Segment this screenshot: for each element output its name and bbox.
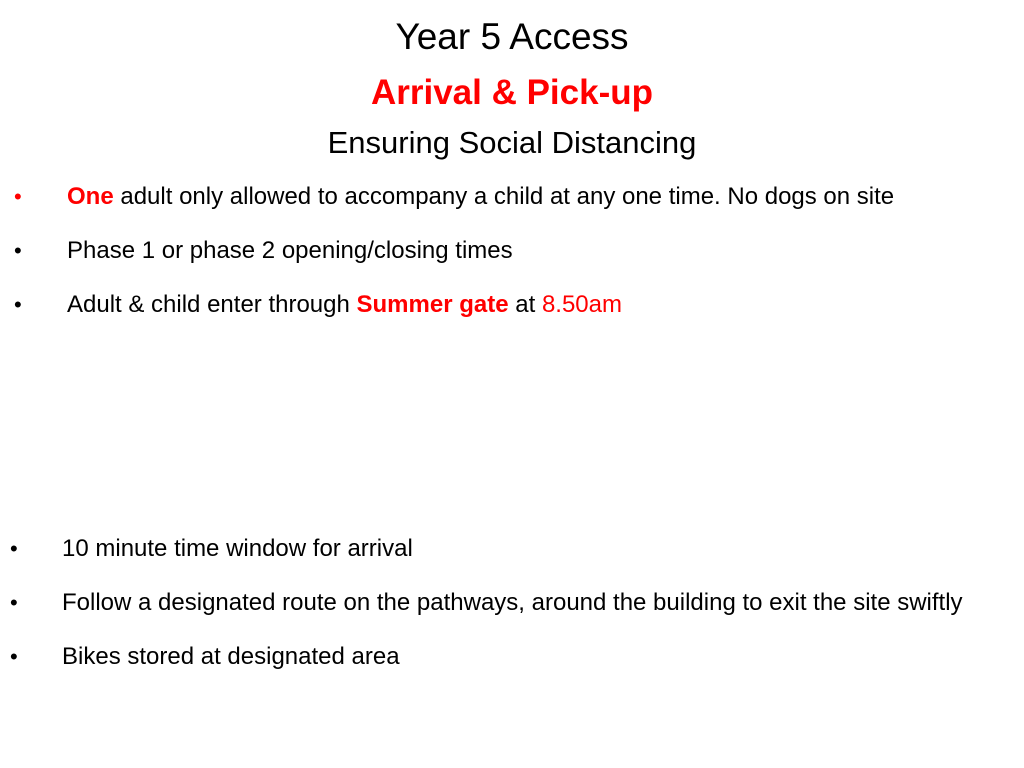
bullet-icon: • (14, 184, 22, 209)
bullet-icon: • (14, 292, 22, 317)
list-item (0, 178, 1024, 216)
list-item (0, 530, 1024, 568)
bullet-icon: • (10, 590, 18, 615)
arrival-time: 8.50am (541, 291, 622, 318)
list-item-text: Bikes stored at designated area (62, 643, 400, 670)
list-item-text: Adult & child enter through (67, 291, 357, 318)
bullet-icon: • (14, 238, 22, 263)
slide-title: Year 5 Access (395, 16, 629, 57)
list-item (0, 584, 1024, 622)
list-item (0, 286, 1024, 324)
list-item-text: at (508, 291, 542, 318)
highlight-text: One (67, 183, 114, 210)
gate-name: Summer gate (356, 291, 509, 318)
list-item-text: Phase 1 or phase 2 opening/closing times (67, 237, 513, 264)
list-item (0, 232, 1024, 270)
lower-bullet-list (0, 530, 1024, 676)
list-item-text: 10 minute time window for arrival (62, 535, 413, 562)
slide-subtitle: Arrival & Pick-up (370, 73, 654, 112)
bullet-icon: • (10, 536, 18, 561)
list-item-text: Follow a designated route on the pathways, around the building to exit the site swiftly (62, 589, 963, 616)
upper-bullet-list (0, 178, 1024, 324)
slide-tagline: Ensuring Social Distancing (327, 125, 697, 160)
bullet-icon: • (10, 644, 18, 669)
list-item-text: adult only allowed to accompany a child at any one time. No dogs on site (113, 183, 895, 210)
list-item (0, 638, 1024, 676)
